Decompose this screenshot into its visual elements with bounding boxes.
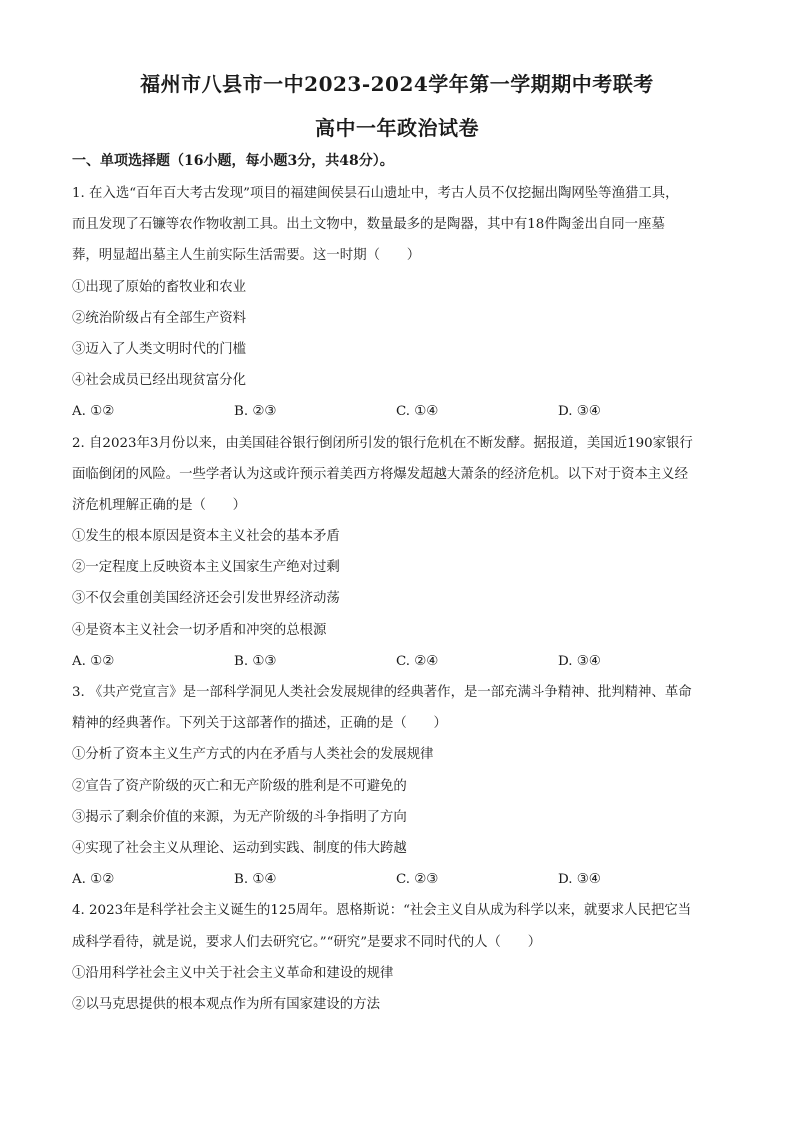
question-statement: ③迈入了人类文明时代的门槛 <box>72 341 247 357</box>
answer-choice[interactable]: B. ①④ <box>234 872 277 888</box>
exam-title: 福州市八县市一中2023-2024学年第一学期期中考联考 <box>140 72 654 96</box>
question-statement: ②以马克思提供的根本观点作为所有国家建设的方法 <box>72 996 380 1012</box>
question-statement: ④社会成员已经出现贫富分化 <box>72 373 247 389</box>
question-statement: ③不仅会重创美国经济还会引发世界经济动荡 <box>72 591 340 607</box>
answer-choice[interactable]: C. ①④ <box>396 404 439 420</box>
question-statement: ④实现了社会主义从理论、运动到实践、制度的伟大跨越 <box>72 840 407 856</box>
question-stem-line: 精神的经典著作。下列关于这部著作的描述，正确的是（ ） <box>72 716 447 732</box>
question-stem-line: 1. 在入选“百年百大考古发现”项目的福建闽侯昙石山遗址中，考古人员不仅挖掘出陶网坠等渔猎工具， <box>72 186 679 201</box>
question-statement: ①出现了原始的畜牧业和农业 <box>72 279 247 295</box>
question-statement: ①发生的根本原因是资本主义社会的基本矛盾 <box>72 529 340 545</box>
question-4 <box>72 895 724 1020</box>
question-stem-line: 成科学看待，就是说，要求人们去研究它。”“研究”是要求不同时代的人（ ） <box>72 934 542 950</box>
question-stem-line: 济危机理解正确的是（ ） <box>72 497 247 513</box>
answer-choice[interactable]: D. ③④ <box>558 872 601 888</box>
question-statement: ④是资本主义社会一切矛盾和冲突的总根源 <box>72 622 327 638</box>
question-stem-line: 葬，明显超出墓主人生前实际生活需要。这一时期（ ） <box>72 248 421 264</box>
question-3 <box>72 677 724 895</box>
question-statement: ②统治阶级占有全部生产资料 <box>72 310 247 326</box>
question-stem-line: 4. 2023年是科学社会主义诞生的125周年。恩格斯说：“社会主义自从成为科学以来，就要求人民把它当 <box>72 903 692 919</box>
answer-choice[interactable]: B. ②③ <box>234 404 277 420</box>
answer-choice[interactable]: C. ②④ <box>396 653 439 669</box>
question-statement: ②一定程度上反映资本主义国家生产绝对过剩 <box>72 560 340 576</box>
question-list <box>72 178 724 1020</box>
answer-choice[interactable]: C. ②③ <box>396 872 439 888</box>
question-stem-line: 2. 自2023年3月份以来，由美国硅谷银行倒闭所引发的银行危机在不断发酵。据报道，美国近190家银行 <box>72 435 693 451</box>
question-1 <box>72 178 724 428</box>
question-2 <box>72 428 724 678</box>
answer-choices <box>72 864 724 895</box>
question-statement: ②宣告了资产阶级的灭亡和无产阶级的胜利是不可避免的 <box>72 778 407 794</box>
answer-choice[interactable]: A. ①② <box>72 404 115 420</box>
answer-choice[interactable]: D. ③④ <box>558 404 601 420</box>
question-stem-line: 而且发现了石镰等农作物收割工具。出土文物中，数量最多的是陶器，其中有18件陶釜出自同一座墓 <box>72 217 665 233</box>
question-statement: ①分析了资本主义生产方式的内在矛盾与人类社会的发展规律 <box>72 747 434 763</box>
exam-subtitle: 高中一年政治试卷 <box>315 116 479 140</box>
question-stem-line: 3. 《共产党宣言》是一部科学洞见人类社会发展规律的经典著作，是一部充满斗争精神、批判精神、革命 <box>72 685 692 700</box>
answer-choices <box>72 396 724 427</box>
question-statement: ③揭示了剩余价值的来源，为无产阶级的斗争指明了方向 <box>72 809 407 825</box>
answer-choice[interactable]: B. ①③ <box>234 653 277 669</box>
answer-choice[interactable]: A. ①② <box>72 872 115 888</box>
question-stem-line: 面临倒闭的风险。一些学者认为这或许预示着美西方将爆发超越大萧条的经济危机。以下对于资本主义经 <box>72 466 688 482</box>
question-statement: ①沿用科学社会主义中关于社会主义革命和建设的规律 <box>72 965 394 981</box>
answer-choice[interactable]: D. ③④ <box>558 653 601 669</box>
answer-choice[interactable]: A. ①② <box>72 653 115 669</box>
section-heading: 一、单项选择题（16小题，每小题3分，共48分）。 <box>72 153 394 169</box>
answer-choices <box>72 646 724 677</box>
